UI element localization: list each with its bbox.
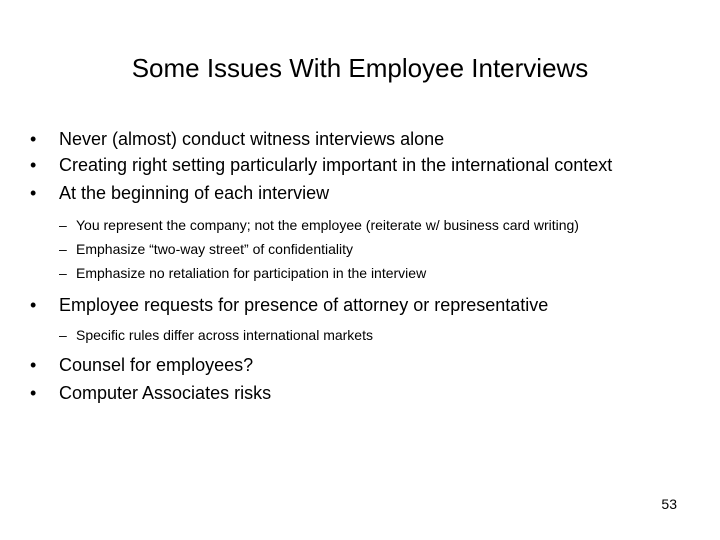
sub-bullet-item [30, 261, 670, 285]
bullet-text: Counsel for employees? [59, 355, 254, 375]
bullet-item [30, 352, 670, 378]
sub-bullet-item [30, 213, 670, 237]
bullet-text: At the beginning of each interview [59, 183, 330, 203]
sub-bullet-marker: – [59, 241, 67, 257]
bullet-item [30, 126, 670, 152]
bullet-marker: • [30, 355, 37, 375]
bullet-text: Computer Associates risks [59, 383, 272, 403]
sub-bullet-marker: – [59, 217, 67, 233]
bullet-text: Creating right setting particularly important in the international context [59, 155, 613, 175]
bullet-item [30, 292, 670, 318]
page-number: 53 [661, 496, 677, 512]
bullet-marker: • [30, 295, 37, 315]
bullet-item [30, 152, 670, 178]
bullet-text: Never (almost) conduct witness interviews alone [59, 129, 445, 149]
bullet-text: Employee requests for presence of attorney or representative [59, 295, 549, 315]
bullet-item [30, 180, 670, 206]
sub-bullet-text: Emphasize “two-way street” of confidentiality [76, 241, 353, 257]
sub-bullet-text: Specific rules differ across international markets [76, 327, 373, 343]
slide-title: Some Issues With Employee Interviews [131, 53, 589, 83]
bullet-marker: • [30, 155, 37, 175]
bullet-marker: • [30, 129, 37, 149]
sub-bullet-text: You represent the company; not the employee (reiterate w/ business card writing) [76, 217, 579, 233]
sub-bullet-item [30, 237, 670, 261]
sub-bullet-list [30, 323, 670, 347]
bullet-marker: • [30, 183, 37, 203]
sub-bullet-item [30, 323, 670, 347]
bullet-item [30, 380, 670, 406]
sub-bullet-marker: – [59, 265, 67, 281]
sub-bullet-marker: – [59, 327, 67, 343]
sub-bullet-text: Emphasize no retaliation for participation in the interview [76, 265, 427, 281]
bullet-list [30, 126, 670, 406]
sub-bullet-list [30, 213, 670, 285]
bullet-marker: • [30, 383, 37, 403]
